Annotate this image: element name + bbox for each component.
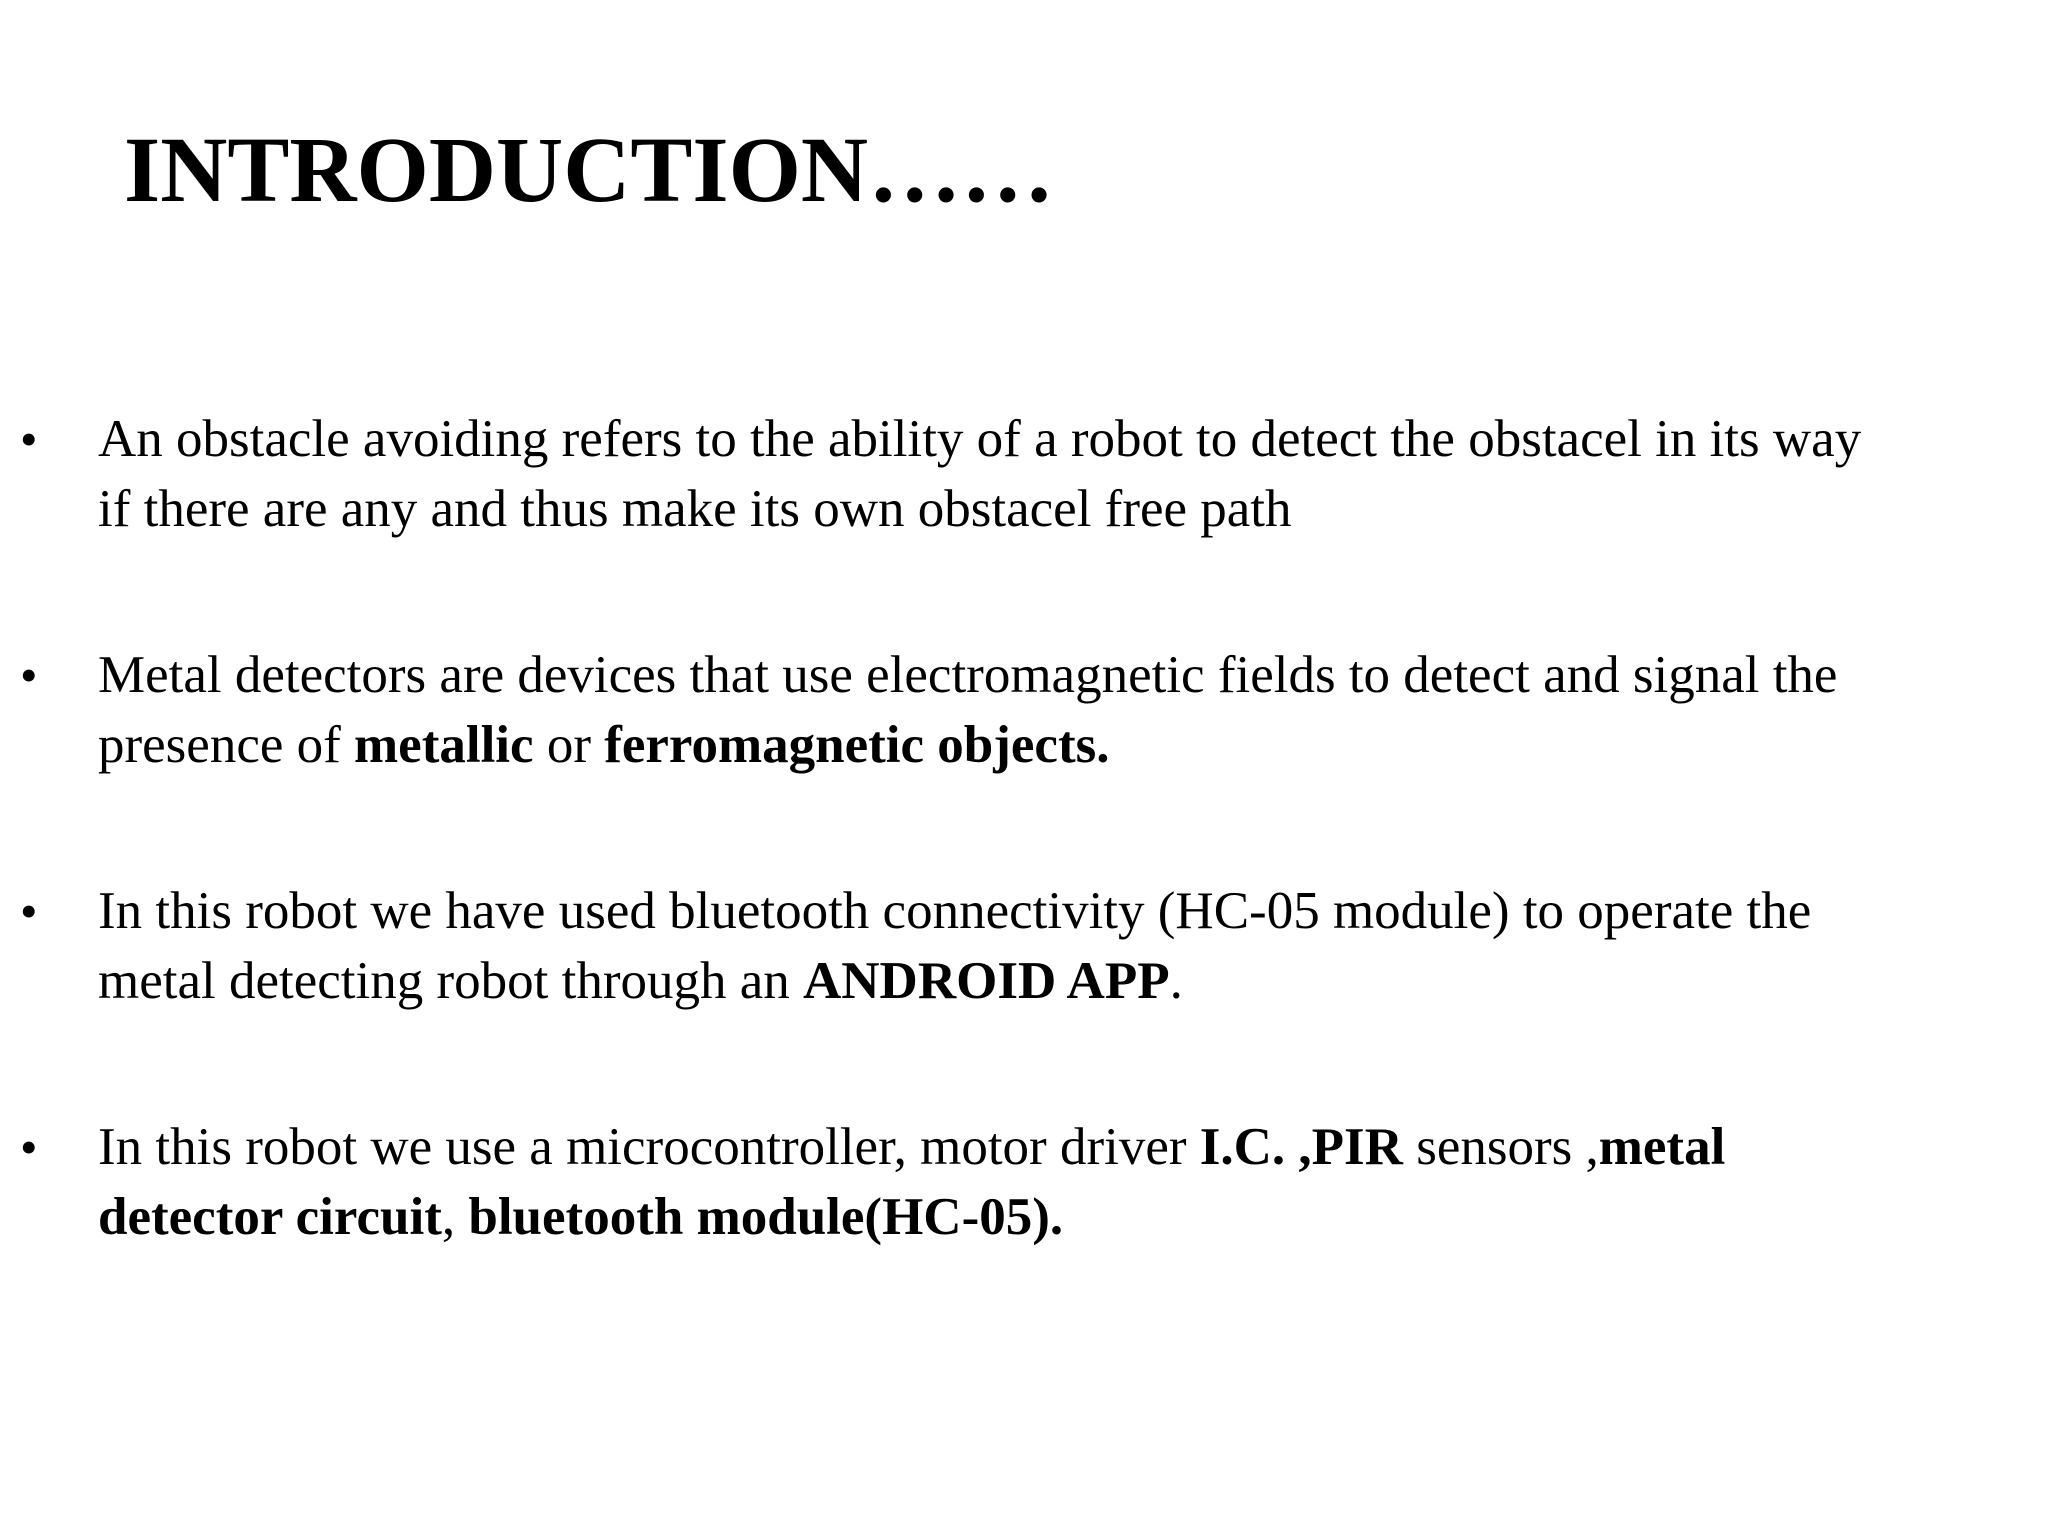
bullet-line: In this robot we have used bluetooth connectivity (HC-05 module) to operate the bbox=[98, 882, 1812, 940]
bullet-line bbox=[98, 710, 2038, 780]
text-run: sensors , bbox=[1402, 1118, 1599, 1176]
bullet-line bbox=[98, 1182, 2038, 1252]
bold-text-run: ANDROID APP bbox=[803, 952, 1170, 1010]
bullet-line bbox=[98, 946, 2038, 1016]
text-run: . bbox=[1169, 952, 1183, 1010]
bold-text-run: I.C. ,PIR bbox=[1199, 1118, 1403, 1176]
bold-text-run: bluetooth module(HC-05). bbox=[468, 1188, 1064, 1246]
bold-text-run: metal bbox=[1598, 1118, 1726, 1176]
text-run: metal detecting robot through an bbox=[98, 952, 803, 1010]
bullet-line bbox=[98, 1112, 2038, 1182]
bold-text-run: metallic bbox=[354, 716, 534, 774]
bold-text-run: ferromagnetic objects. bbox=[604, 716, 1110, 774]
bullet-text bbox=[98, 876, 2038, 1016]
text-run: In this robot we use a microcontroller, motor driver bbox=[98, 1118, 1200, 1176]
bullet-marker: • bbox=[20, 411, 38, 467]
bullet-line: Metal detectors are devices that use electromagnetic fields to detect and signal the bbox=[98, 646, 1838, 704]
slide-title: INTRODUCTION…… bbox=[124, 119, 1055, 222]
bullet-marker: • bbox=[20, 647, 38, 703]
bullet-line: An obstacle avoiding refers to the ability of a robot to detect the obstacel in its way bbox=[98, 410, 1862, 468]
text-run: or bbox=[533, 716, 605, 774]
text-run: , bbox=[441, 1188, 469, 1246]
text-run: presence of bbox=[98, 716, 355, 774]
bullet-text bbox=[98, 640, 2038, 780]
bullet-marker: • bbox=[20, 1119, 38, 1175]
bullet-text bbox=[98, 404, 2038, 544]
bullet-marker: • bbox=[20, 883, 38, 939]
bullet-text bbox=[98, 1112, 2038, 1252]
bold-text-run: detector circuit bbox=[98, 1188, 442, 1246]
bullet-line: if there are any and thus make its own obstacel free path bbox=[98, 480, 1292, 538]
